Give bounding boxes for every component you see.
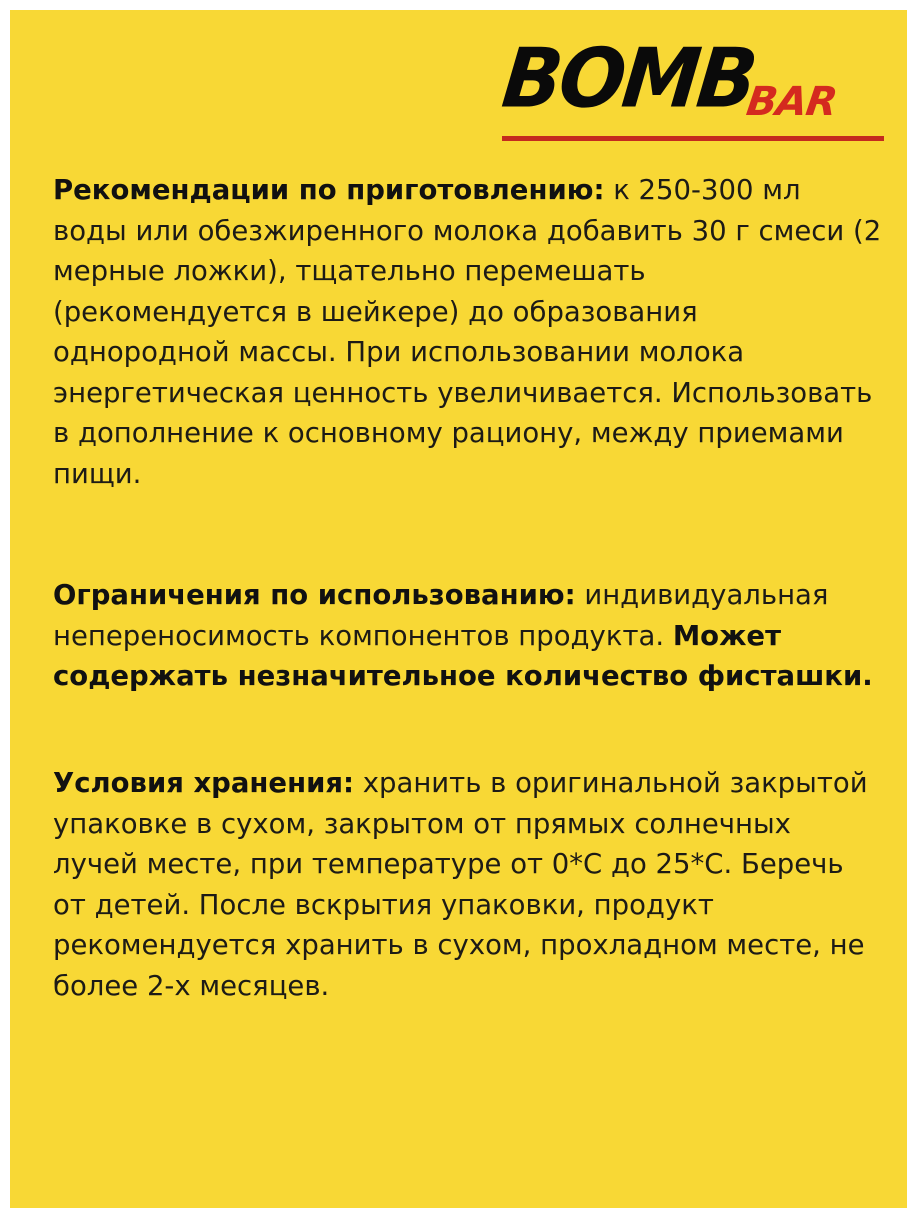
brand-logo <box>500 32 888 144</box>
logo-accent-text: BAR <box>743 79 840 125</box>
preparation-section <box>53 170 883 494</box>
limitations-section <box>53 575 883 697</box>
limitations-warning: Может содержать незначительное количество фисташки. <box>53 619 873 692</box>
logo-main-text: BOMB <box>498 32 759 127</box>
product-info-card <box>10 10 907 1208</box>
logo-underline <box>502 136 884 141</box>
storage-text: хранить в оригинальной закрытой упаковке в сухом, закрытом от прямых солнечных лучей месте, при температуре от 0*С до 25*С. Беречь от детей. После вскрытия упаковки, продукт рекомендуется хранить в сухом, прохладном месте, не более 2-х месяцев. <box>53 767 868 1002</box>
limitations-heading: Ограничения по использованию: <box>53 579 576 611</box>
preparation-text: к 250-300 мл воды или обезжиренного молока добавить 30 г смеси (2 мерные ложки), тщательно перемешать (рекомендуется в шейкере) до образования однородной массы. При использовании молока энергетическая ценность увеличивается. Использовать в дополнение к основному рациону, между приемами пищи. <box>53 174 882 490</box>
limitations-text: индивидуальная непереносимость компонентов продукта. <box>53 579 829 652</box>
storage-section <box>53 763 883 1006</box>
preparation-heading: Рекомендации по приготовлению: <box>53 174 605 206</box>
storage-heading: Условия хранения: <box>53 767 354 799</box>
